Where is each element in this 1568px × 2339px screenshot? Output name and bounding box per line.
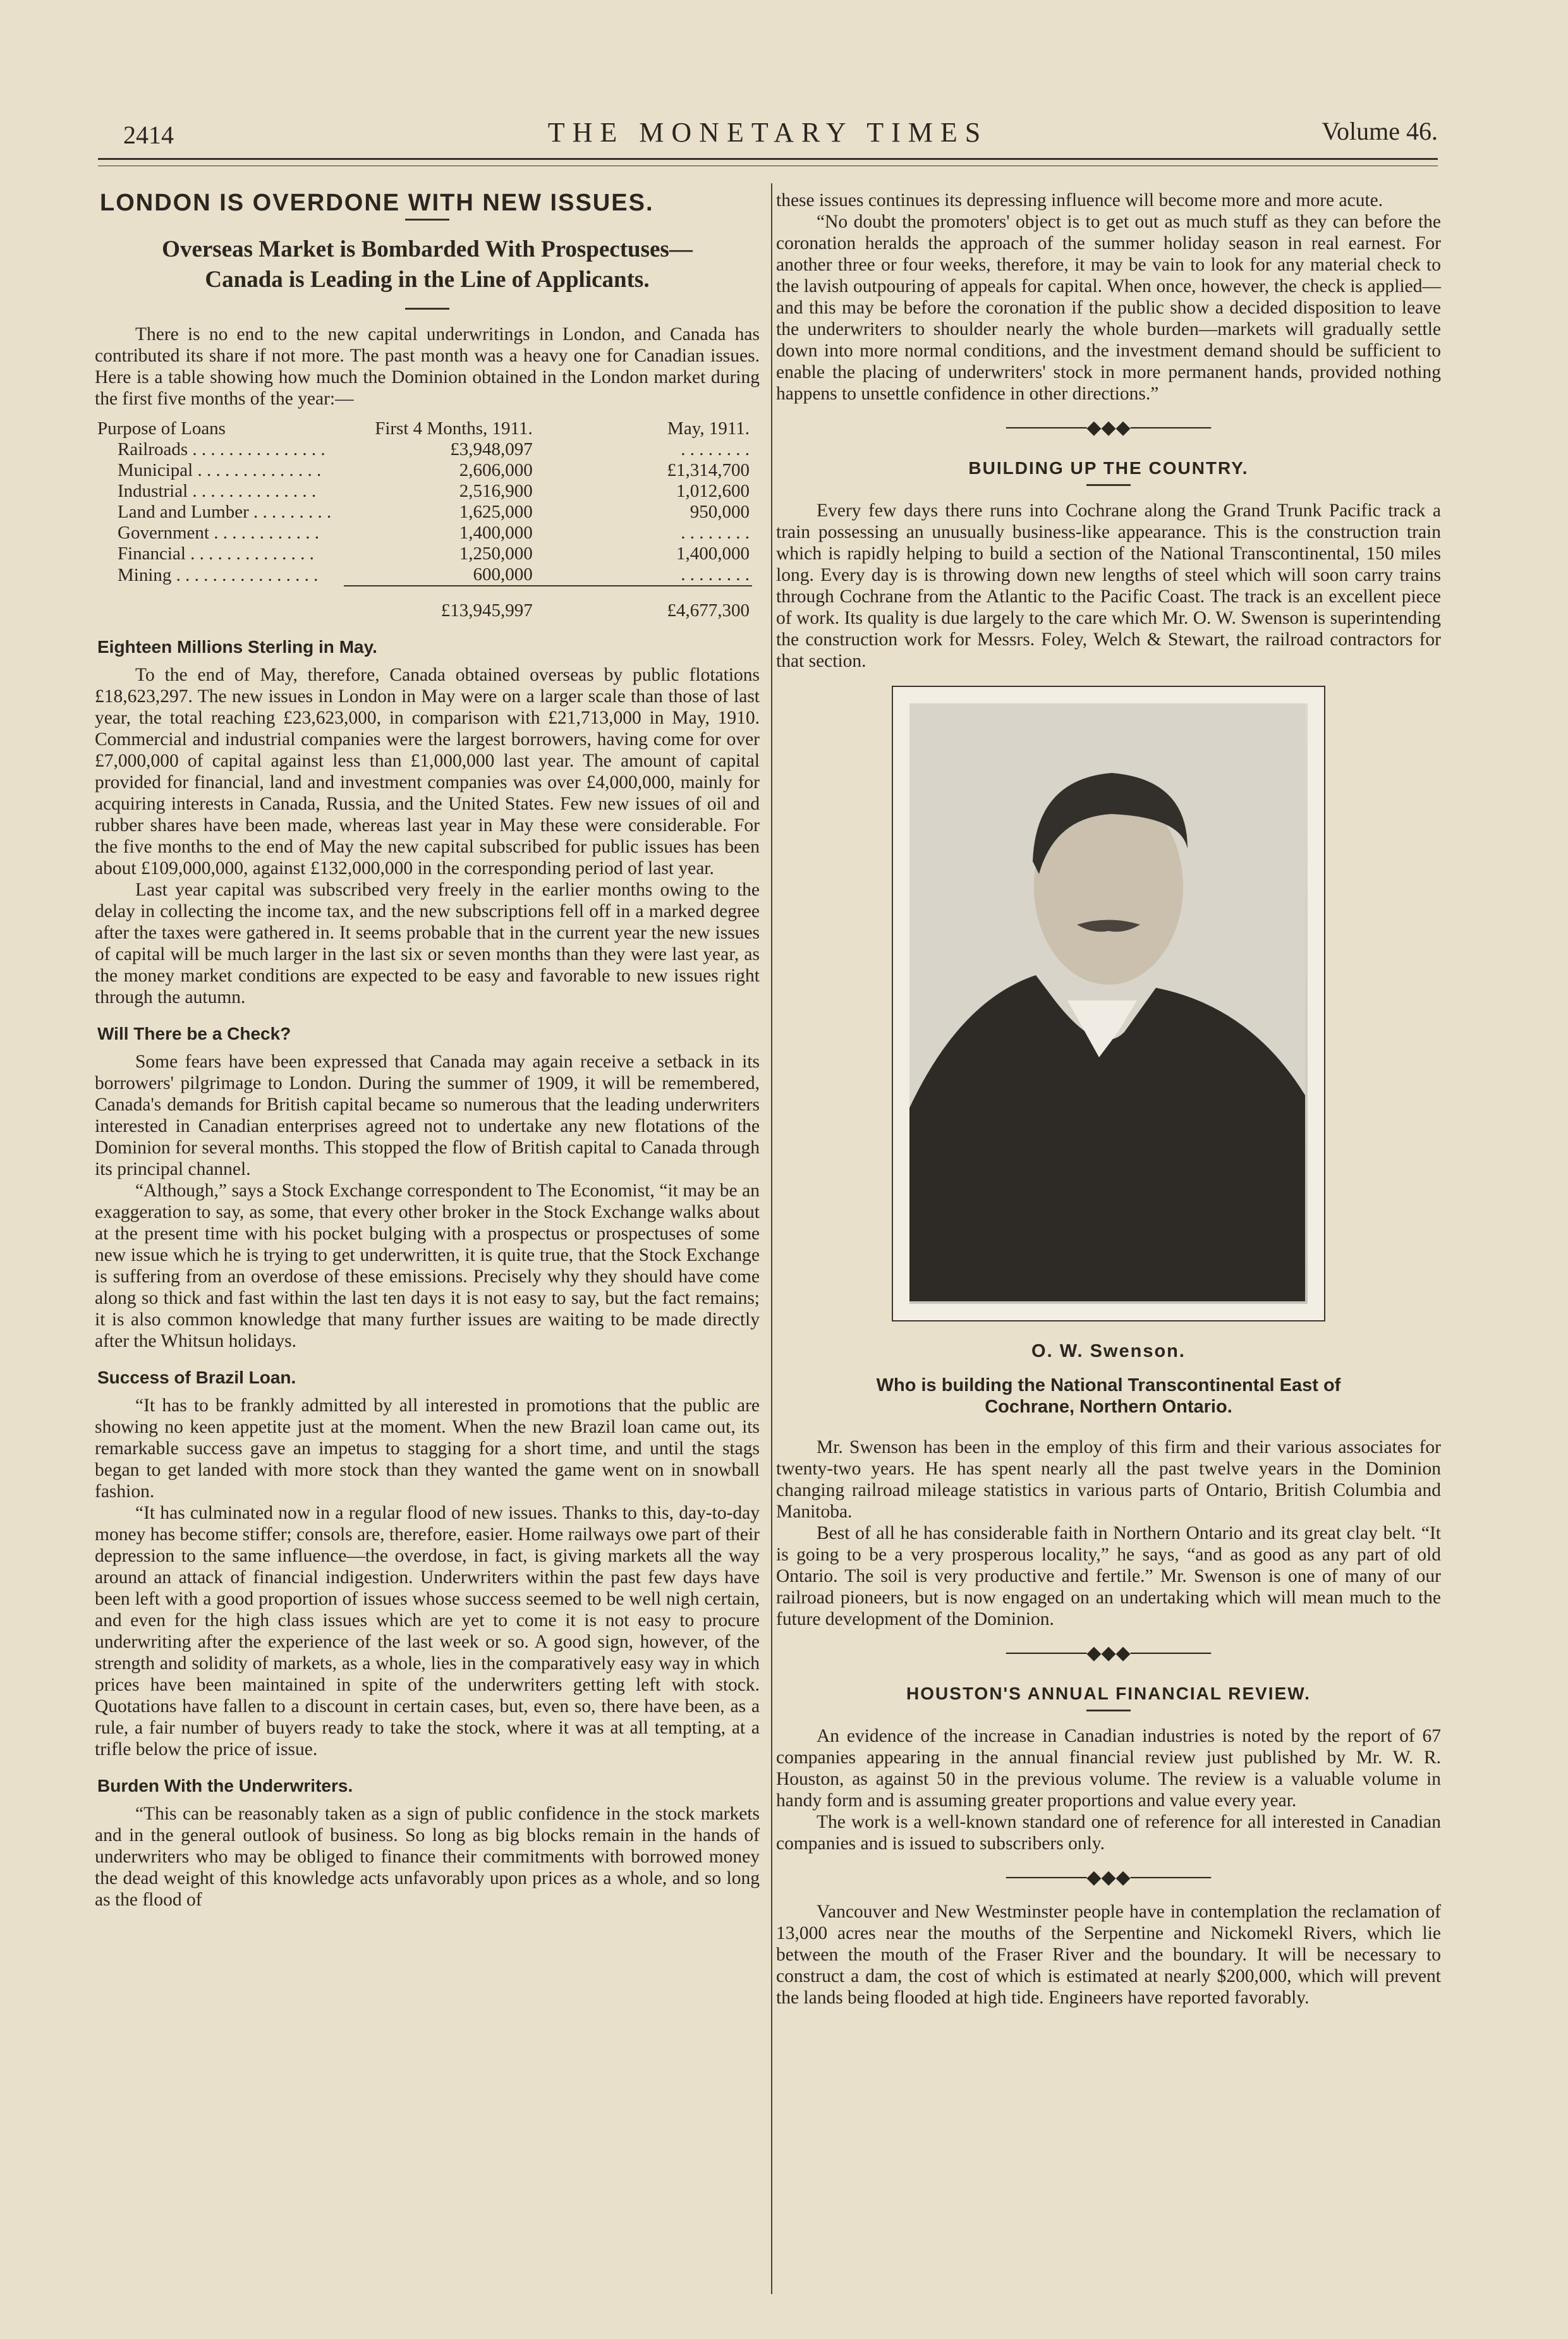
loans-table xyxy=(95,418,752,621)
paragraph: “It has to be frankly admitted by all interested in promotions that the public are showing no keen appetite just at the moment. When the new Brazil loan came out, its remarkable success gave an impetus to stagging for a short time, and until the stags began to get landed with more stock than they wanted the game went on in snowball fashion. xyxy=(95,1395,760,1502)
portrait-illustration xyxy=(909,703,1305,1301)
portrait-photo xyxy=(892,686,1325,1321)
paragraph: Last year capital was subscribed very freely in the earlier months owing to the delay in collecting the income tax, and the new subscriptions fell off in a marked degree after the taxes were gathered in. It seems probable that in the current year the new issues of capital will be much larger in the last six or seven months than they were last year, as the money market conditions are expected to be easy and favorable to new issues right through the autumn. xyxy=(95,880,760,1007)
article-title: LONDON IS OVERDONE WITH NEW ISSUES. xyxy=(100,190,654,216)
paragraph: To the end of May, therefore, Canada obtained overseas by public flotations £18,623,297. The new issues in London in May were on a larger scale than those of last year, the total reaching £23,623,000, in comparison with £21,713,000 in May, 1910. Commercial and industrial companies were the largest borrowers, having come for over £7,000,000 of capital against less than £1,000,000 last year. The amount of capital provided for financial, land and investment companies was over £4,000,000, mainly for acquiring interests in Canada, Russia, and the United States. Few new issues of oil and rubber shares have been made, whereas last year in May these were considerable. For the five months to the end of May the new capital subscribed for public issues has been about £109,000,000, against £132,000,000 in the corresponding period of last year. xyxy=(95,665,760,878)
section-heading: Will There be a Check? xyxy=(97,1024,291,1043)
ornament-divider: ──────◆◆◆────── xyxy=(1006,1643,1212,1663)
left-column xyxy=(95,190,760,1911)
photo-name: O. W. Swenson. xyxy=(1031,1341,1186,1361)
table-row: Industrial . . . . . . . . . . . . . . 2,516,900 1,012,600 xyxy=(118,481,750,501)
column-divider xyxy=(771,183,772,2294)
paragraph: these issues continues its depressing influence will become more and more acute. xyxy=(776,190,1383,210)
photo-image xyxy=(909,703,1308,1304)
table-row: Land and Lumber . . . . . . . . . 1,625,000 950,000 xyxy=(118,502,750,522)
right-column xyxy=(776,190,1441,2008)
paragraph: “This can be reasonably taken as a sign of public confidence in the stock markets and in the general outlook of business. So long as big blocks remain in the hands of underwriters who may be obliged to finance their commitments with borrowed money the dead weight of this knowledge acts unfavorably upon prices as a whole, and so long as the flood of xyxy=(95,1804,760,1910)
title-rule xyxy=(1086,1710,1131,1711)
paragraph: Vancouver and New Westminster people have in contemplation the reclamation of 13,000 acres near the mouths of the Serpentine and Nickomekl Rivers, which lie between the mouth of the Fraser River and the boundary. It will be necessary to construct a dam, the cost of which is estimated at nearly $200,000, which will prevent the lands being flooded at high tide. Engineers have reported favorably. xyxy=(776,1902,1441,2008)
page-header xyxy=(98,114,1438,152)
title-rule xyxy=(1086,484,1131,486)
paragraph: An evidence of the increase in Canadian industries is noted by the report of 67 companies appearing in the annual financial review just published by Mr. W. R. Houston, as against 50 in the previous volume. The review is a valuable volume in handy form and is assuming greater proportions and value every year. xyxy=(776,1726,1441,1811)
table-total-row: £13,945,997 £4,677,300 xyxy=(95,586,752,621)
section-heading: Burden With the Underwriters. xyxy=(97,1776,353,1795)
table-row: Mining . . . . . . . . . . . . . . . . 600,000 . . . . . . . . xyxy=(118,564,750,585)
table-row: Financial . . . . . . . . . . . . . . 1,250,000 1,400,000 xyxy=(118,544,750,564)
section-title: HOUSTON'S ANNUAL FINANCIAL REVIEW. xyxy=(906,1684,1311,1703)
table-row: Railroads . . . . . . . . . . . . . . . £3,948,097 . . . . . . . . xyxy=(118,439,750,459)
table-row: Municipal . . . . . . . . . . . . . . 2,606,000 £1,314,700 xyxy=(118,460,750,480)
table-header-row: Purpose of Loans First 4 Months, 1911. May, 1911. xyxy=(97,418,750,439)
intro-paragraph: There is no end to the new capital underwritings in London, and Canada has contributed its share if not more. The past month was a heavy one for Canadian issues. Here is a table showing how much the Dominion obtained in the London market during the first five months of the year:— xyxy=(95,324,760,409)
paragraph: The work is a well-known standard one of reference for all interested in Canadian companies and is issued to subscribers only. xyxy=(776,1812,1441,1854)
subtitle-rule xyxy=(405,308,449,310)
header-rule xyxy=(98,158,1438,160)
paragraph: Mr. Swenson has been in the employ of this firm and their various associates for twenty-two years. He has spent nearly all the past twelve years in the Dominion changing railroad mileage statistics in various parts of Ontario, British Columbia and Manitoba. xyxy=(776,1437,1441,1522)
section-heading: Success of Brazil Loan. xyxy=(97,1368,296,1387)
masthead: THE MONETARY TIMES xyxy=(547,117,988,148)
photo-caption: Who is building the National Transcontinental East of Cochrane, Northern Ontario. xyxy=(876,1375,1341,1417)
paragraph: Every few days there runs into Cochrane along the Grand Trunk Pacific track a train possessing an unusually business-like appearance. This is the construction train which is rapidly helping to build a section of the National Transcontinental, 150 miles long. Every day is is throwing down new lengths of steel which will soon carry trains through Cochrane from the Atlantic to the Pacific Coast. The track is an excellent piece of work. Its quality is due largely to the care which Mr. O. W. Swenson is superintending the construction work for Messrs. Foley, Welch & Stewart, the railroad contractors for that section. xyxy=(776,501,1441,671)
section-heading: Eighteen Millions Sterling in May. xyxy=(97,637,377,657)
paragraph: “It has culminated now in a regular flood of new issues. Thanks to this, day-to-day money has become stiffer; consols are, therefore, easier. Home railways owe part of their depression to the same influence—the overdose, in fact, is giving markets all the way around an attack of financial indigestion. Underwriters within the past few days have been left with a good proportion of issues whose success seemed to be well nigh certain, and even for the high class issues which are yet to come it is not easy to procure underwriting after the experience of the last week or so. A good sign, however, of the strength and solidity of markets, as a whole, lies in the comparatively easy way in which prices have been maintained in spite of the underwriters getting left with stock. Quotations have fallen to a discount in certain cases, but, even so, there have been, as a rule, a fair number of buyers ready to take the stock, where it was at all tempting, at a trifle below the price of issue. xyxy=(95,1503,760,1759)
paragraph: “No doubt the promoters' object is to get out as much stuff as they can before the coronation heralds the approach of the summer holiday season in real earnest. For another three or four weeks, therefore, it may be vain to look for any material check to the lavish outpouring of appeals for capital. When once, however, the check is applied—and this may be before the coronation if the public show a decided disposition to leave the underwriters to shoulder nearly the whole burden—markets will gradually settle down into more normal conditions, and the investment demand should be sufficient to enable the placing of underwriters' stock in more permanent hands, provided nothing happens to unsettle confidence in other directions.” xyxy=(776,212,1441,404)
table-row: Government . . . . . . . . . . . . 1,400,000 . . . . . . . . xyxy=(118,523,750,543)
title-rule xyxy=(405,219,449,221)
paragraph: “Although,” says a Stock Exchange correspondent to The Economist, “it may be an exaggeration to say, as some, that every other broker in the Stock Exchange walks about at the present time with his pocket bulging with a prospectus or prospectuses of some new issue which he is trying to get underwritten, it is quite true, that the Stock Exchange is suffering from an overdose of these emissions. Precisely why they should have come along so thick and fast within the last ten days it is not easy to say, but the fact remains; it is also common knowledge that many further issues are waiting to be made directly after the Whitsun holidays. xyxy=(95,1181,760,1351)
volume-label: Volume 46. xyxy=(1322,117,1438,145)
paragraph: Best of all he has considerable faith in Northern Ontario and its great clay belt. “It is going to be a very prosperous locality,” he says, “and as good as any part of old Ontario. The soil is very productive and fertile.” Mr. Swenson is one of many of our railroad pioneers, but is now engaged on an undertaking which will mean much to the future development of the Dominion. xyxy=(776,1523,1441,1629)
ornament-divider: ──────◆◆◆────── xyxy=(1006,1867,1212,1888)
section-title: BUILDING UP THE COUNTRY. xyxy=(968,458,1249,478)
article-subtitle: Overseas Market is Bombarded With Prospectuses— Canada is Leading in the Line of Applicants. xyxy=(162,236,693,293)
page-number: 2414 xyxy=(123,121,174,149)
ornament-divider: ──────◆◆◆────── xyxy=(1006,417,1212,438)
paragraph: Some fears have been expressed that Canada may again receive a setback in its borrowers' pilgrimage to London. During the summer of 1909, it will be remembered, Canada's demands for British capital became so numerous that the leading underwriters interested in Canadian enterprises agreed not to undertake any new flotations of the Dominion for several months. This stopped the flow of British capital to Canada through its principal channel. xyxy=(95,1052,760,1179)
